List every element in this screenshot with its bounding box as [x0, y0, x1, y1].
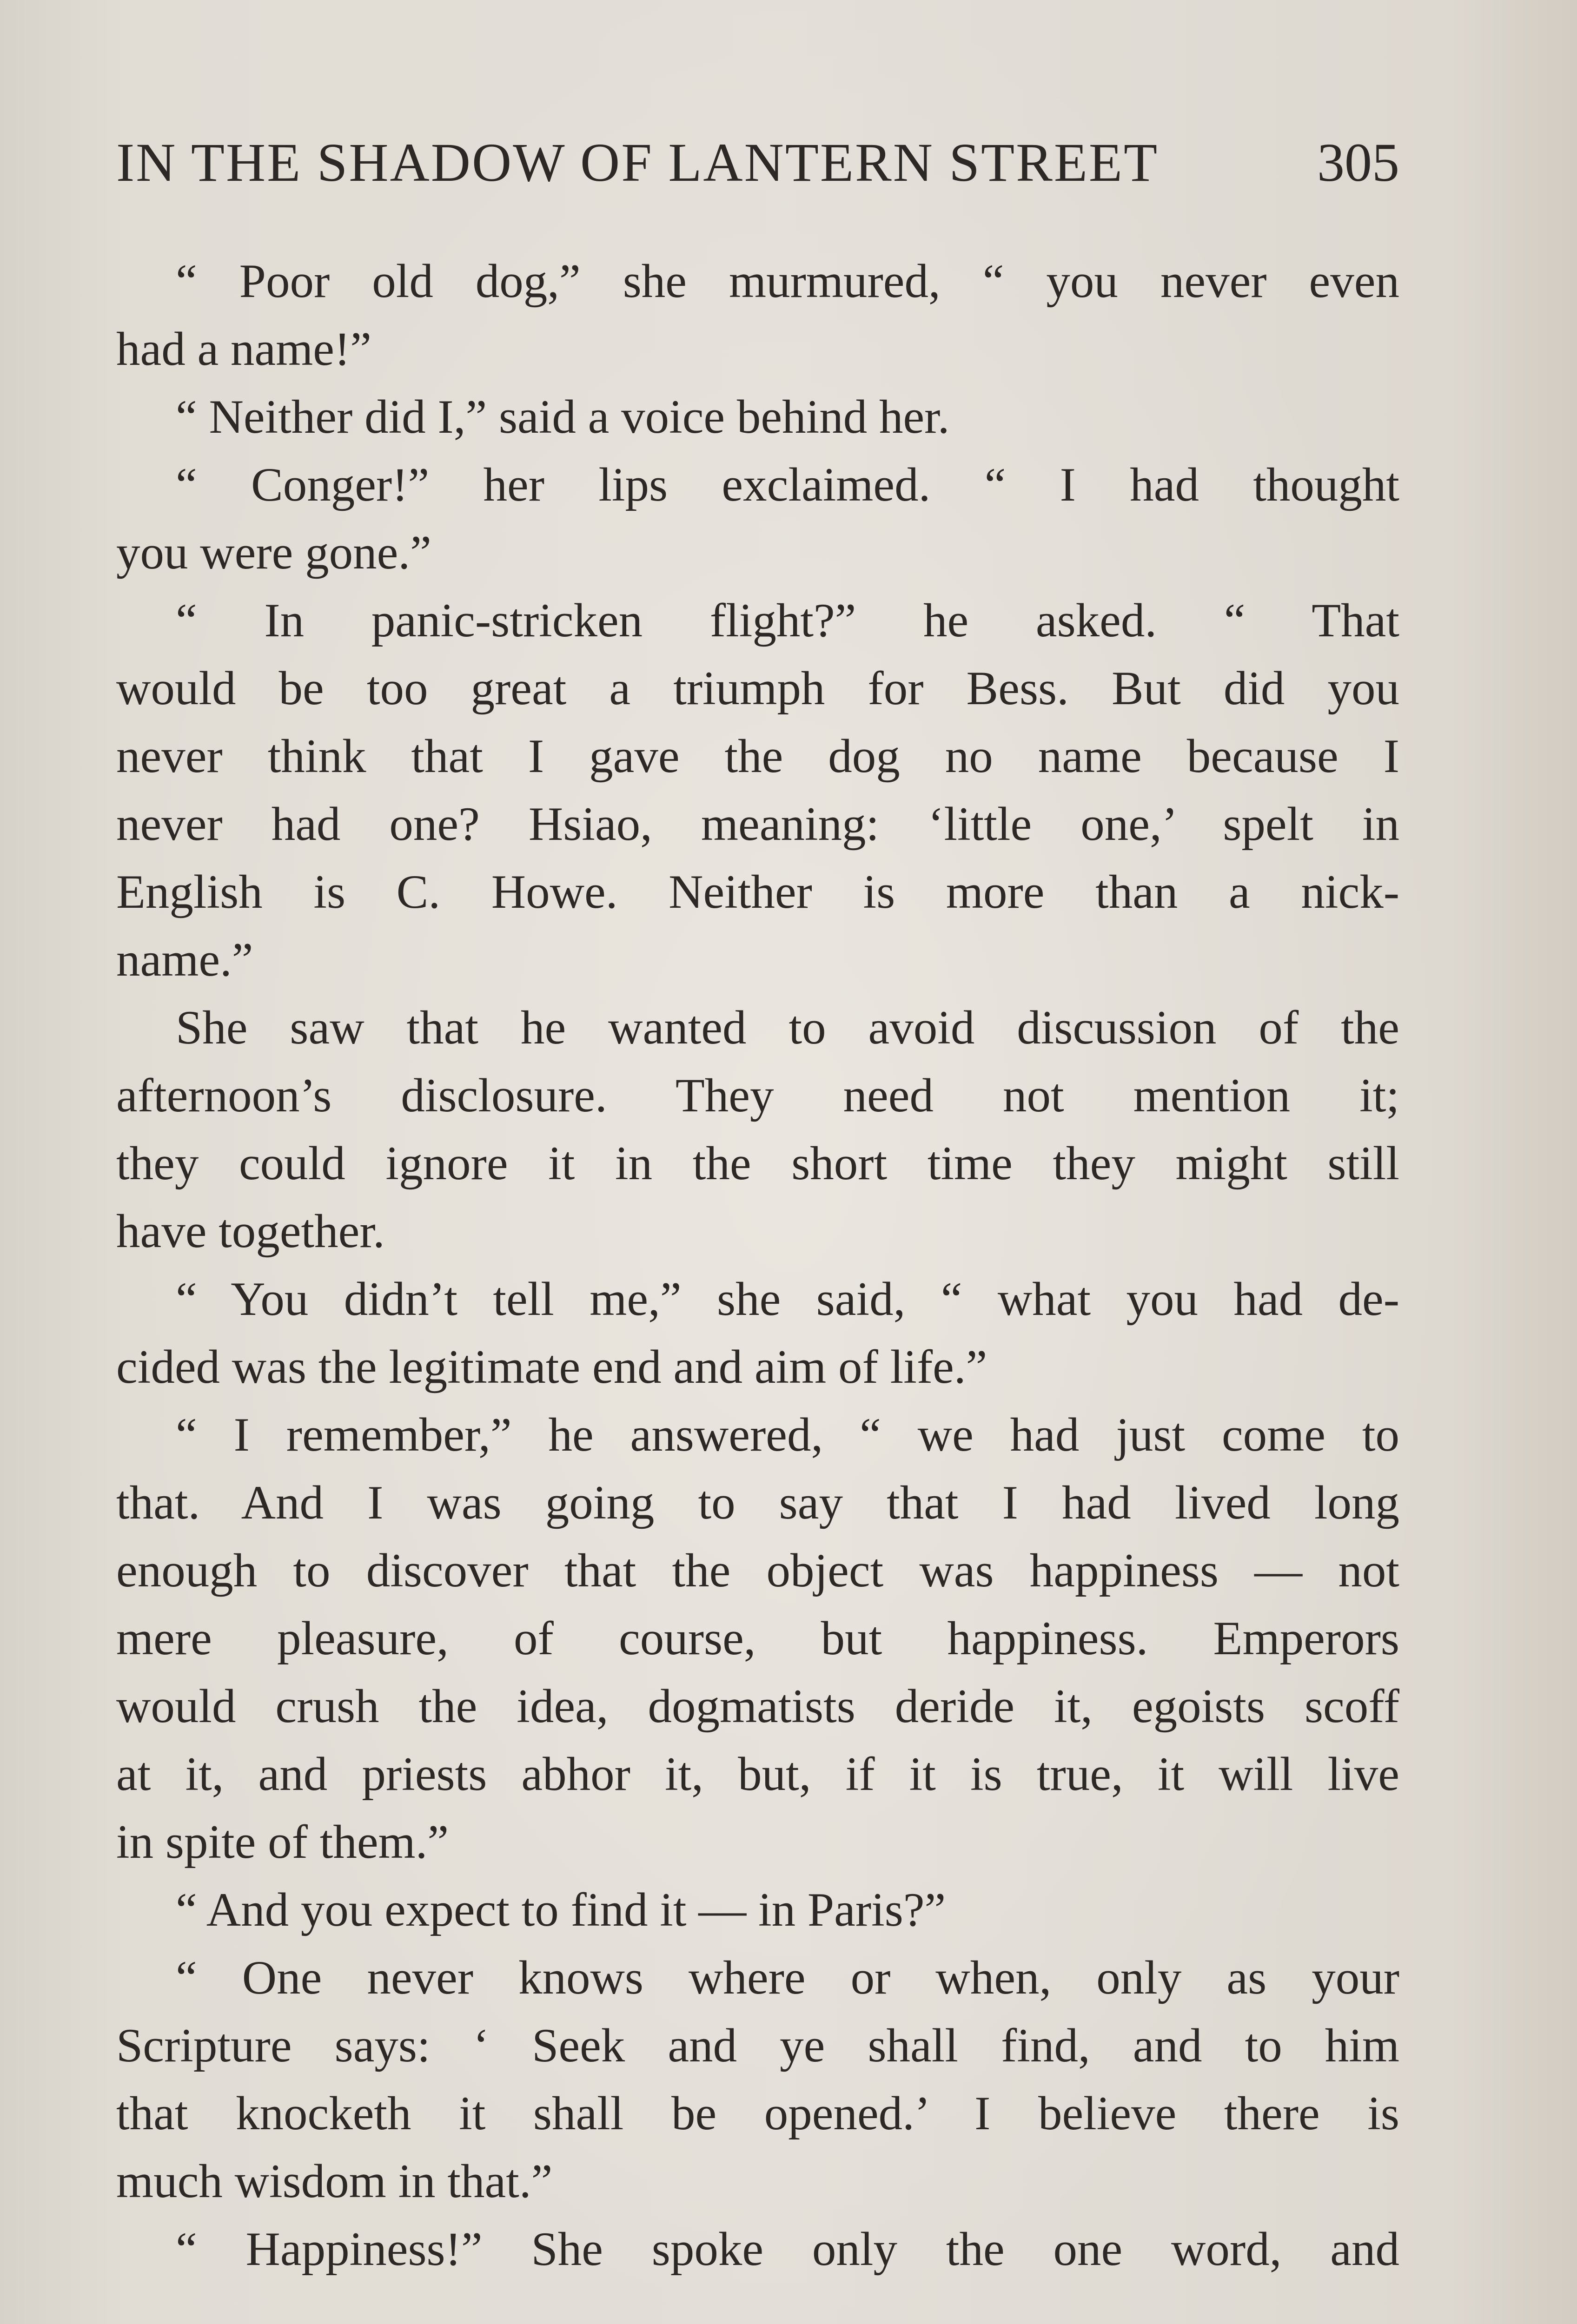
- text-line: would crush the idea, dogmatists deride it, egoists scoff: [116, 1680, 1399, 1733]
- text-line: “ You didn’t tell me,” she said, “ what you had de-: [176, 1273, 1399, 1326]
- text-line: at it, and priests abhor it, but, if it is true, it will live: [116, 1748, 1399, 1801]
- text-line: “ Conger!” her lips exclaimed. “ I had thought: [176, 458, 1399, 511]
- text-line: She saw that he wanted to avoid discussion of the: [176, 1001, 1399, 1054]
- text-line: mere pleasure, of course, but happiness. Emperors: [116, 1612, 1399, 1665]
- text-line: enough to discover that the object was happiness — not: [116, 1544, 1399, 1597]
- text-line: afternoon’s disclosure. They need not mention it;: [116, 1069, 1399, 1122]
- text-line: Scripture says: ‘ Seek and ye shall find, and to him: [116, 2019, 1399, 2072]
- text-line: you were gone.”: [116, 526, 431, 579]
- text-line: cided was the legitimate end and aim of life.”: [116, 1340, 987, 1393]
- text-line: “ Poor old dog,” she murmured, “ you never even: [176, 255, 1399, 308]
- text-line: “ One never knows where or when, only as your: [176, 1951, 1399, 2004]
- text-line: “ In panic-stricken flight?” he asked. “ That: [176, 594, 1399, 647]
- text-line: have together.: [116, 1205, 385, 1258]
- text-line: “ I remember,” he answered, “ we had just come to: [176, 1408, 1399, 1461]
- text-line: name.”: [116, 933, 253, 986]
- text-line: in spite of them.”: [116, 1816, 449, 1868]
- text-line: that. And I was going to say that I had lived long: [116, 1476, 1399, 1529]
- text-line: “ Neither did I,” said a voice behind her.: [176, 390, 950, 443]
- page-header: [116, 125, 1399, 200]
- text-line: never think that I gave the dog no name because I: [116, 730, 1399, 783]
- text-line: they could ignore it in the short time they might still: [116, 1137, 1399, 1190]
- text-line: English is C. Howe. Neither is more than a nick-: [116, 865, 1399, 918]
- page-number: 305: [1317, 132, 1399, 193]
- text-line: would be too great a triumph for Bess. But did you: [116, 662, 1399, 715]
- text-line: that knocketh it shall be opened.’ I believe there is: [116, 2087, 1399, 2140]
- text-line: much wisdom in that.”: [116, 2155, 553, 2208]
- text-line: never had one? Hsiao, meaning: ‘little one,’ spelt in: [116, 798, 1399, 851]
- text-line: “ And you expect to find it — in Paris?”: [176, 1883, 946, 1936]
- body-text: [116, 247, 1399, 2283]
- running-head: IN THE SHADOW OF LANTERN STREET: [116, 132, 1159, 193]
- text-line: had a name!”: [116, 323, 371, 376]
- text-line: “ Happiness!” She spoke only the one word, and: [176, 2223, 1399, 2276]
